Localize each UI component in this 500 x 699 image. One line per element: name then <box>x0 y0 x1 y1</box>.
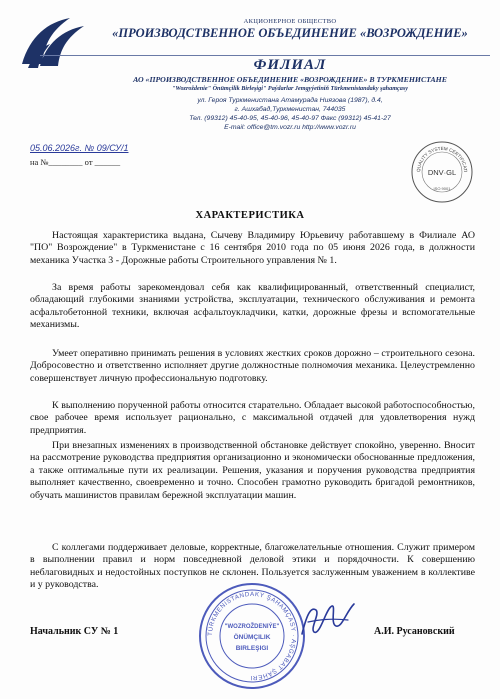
svg-text:ÖNÜMÇILIK: ÖNÜMÇILIK <box>233 634 271 641</box>
paragraph-3: Умеет оперативно принимать решения в условиях жестких сроков дорожно – строительного сезона. Добросовестно и ответственно исполняет другие должностные полномочия механика. Целеустремленно совершенствует личную профессиональную подготовку. <box>30 348 475 384</box>
company-seal <box>196 580 308 692</box>
paragraph-4: К выполнению порученной работы относится старательно. Обладает высокой работоспособностью, свое рабочее время использует рационально, с максимальной отдачей для удовлетворения нужд предприятия. <box>30 400 475 436</box>
header-divider <box>40 55 490 56</box>
filial-heading: ФИЛИАЛ <box>253 57 327 73</box>
document-title: ХАРАКТЕРИСТИКА <box>195 210 305 221</box>
company-type: АКЦИОНЕРНОЕ ОБЩЕСТВО <box>243 18 337 25</box>
svg-text:"WOZROŽDENIÝE": "WOZROŽDENIÝE" <box>224 624 280 630</box>
phone-fax-line: Тел. (99312) 45-40-95, 45-40-96, 45-40-97 Факс (99312) 45-41-27 <box>189 115 391 122</box>
address-line-1: ул. Героя Туркменистана Атамурада Ниязова (1987), д.4, <box>197 97 383 104</box>
svg-text:TÜRKMENISTANDAKY ŞAHAMÇASY · A: TÜRKMENISTANDAKY ŞAHAMÇASY · AŞGABAT ŞÄHERI <box>206 590 298 682</box>
dnv-certification-badge <box>410 140 474 204</box>
paragraph-6: С коллегами поддерживает деловые, корректные, благожелательные отношения. Служит примером в выполнении правил и норм повседневной деловой этики и порядочности. К совершению неблаговидных и недостойных поступков не склонен. Пользуется заслуженным уважением в коллективе и у руководства. <box>30 542 475 591</box>
branch-full-name: АО «ПРОИЗВОДСТВЕННОЕ ОБЪЕДИНЕНИЕ «ВОЗРОЖДЕНИЕ» В ТУРКМЕНИСТАНЕ <box>133 75 447 84</box>
svg-text:ISO 9001: ISO 9001 <box>433 186 451 191</box>
signatory-name: А.И. Русановский <box>374 626 455 637</box>
svg-text:DNV·GL: DNV·GL <box>427 168 457 177</box>
address-line-2: г. Ашхабад,Туркменистан, 744035 <box>234 106 346 113</box>
reference-line: на №________ от ______ <box>30 157 121 167</box>
handwritten-signature <box>296 598 358 642</box>
signatory-position: Начальник СУ № 1 <box>30 626 119 637</box>
registration-number: 05.06.2026г. № 09/СУ/1 <box>30 143 129 153</box>
email-web-line: E-mail: office@tm.vozr.ru http://www.vozr.ru <box>224 124 356 131</box>
branch-turkmen-name: "Wozroždenie" Önümçilik Birleşigi" Paýdarlar Jemgyýetiniň Türkmenistandaky şahamçasy <box>171 85 409 92</box>
svg-text:QUALITY SYSTEM CERTIFICATION: QUALITY SYSTEM CERTIFICATI <box>415 145 469 173</box>
paragraph-2: За время работы зарекомендовал себя как квалифицированный, ответственный специалист, обладающий глубокими знаниями устройства, эксплуатации, технического обслуживания и ремонта асфальтобетонной техники, включая асфальтоукладчики, катки, дорожные фрезы и вспомогательные механизмы. <box>30 282 475 331</box>
paragraph-5: При внезапных изменениях в производственной обстановке действует спокойно, уверенно. Вносит на рассмотрение руководства предприятия организационно и экономически обоснованные предложения, а также оптимальные пути их реализации. Решения, указания и поручения руководства предприятия выполняет качественно, своевременно и точно. Способен грамотно руководить бригадой ремонтников, обучать машинистов правилам бережной эксплуатации машин. <box>30 440 475 501</box>
company-logo <box>18 14 88 72</box>
paragraph-1: Настоящая характеристика выдана, Сычеву Владимиру Юрьевичу работавшему в Филиале АО "ПО" Возрождение" в Туркменистане с 16 сентября 2010 года по 05 июня 2026 года, в должности механика Участка 3 - Дорожные работы Строительного управления № 1. <box>30 230 475 266</box>
company-name: «ПРОИЗВОДСТВЕННОЕ ОБЪЕДИНЕНИЕ «ВОЗРОЖДЕНИЕ» <box>112 26 468 40</box>
svg-text:BIRLEŞIGI: BIRLEŞIGI <box>235 645 269 652</box>
